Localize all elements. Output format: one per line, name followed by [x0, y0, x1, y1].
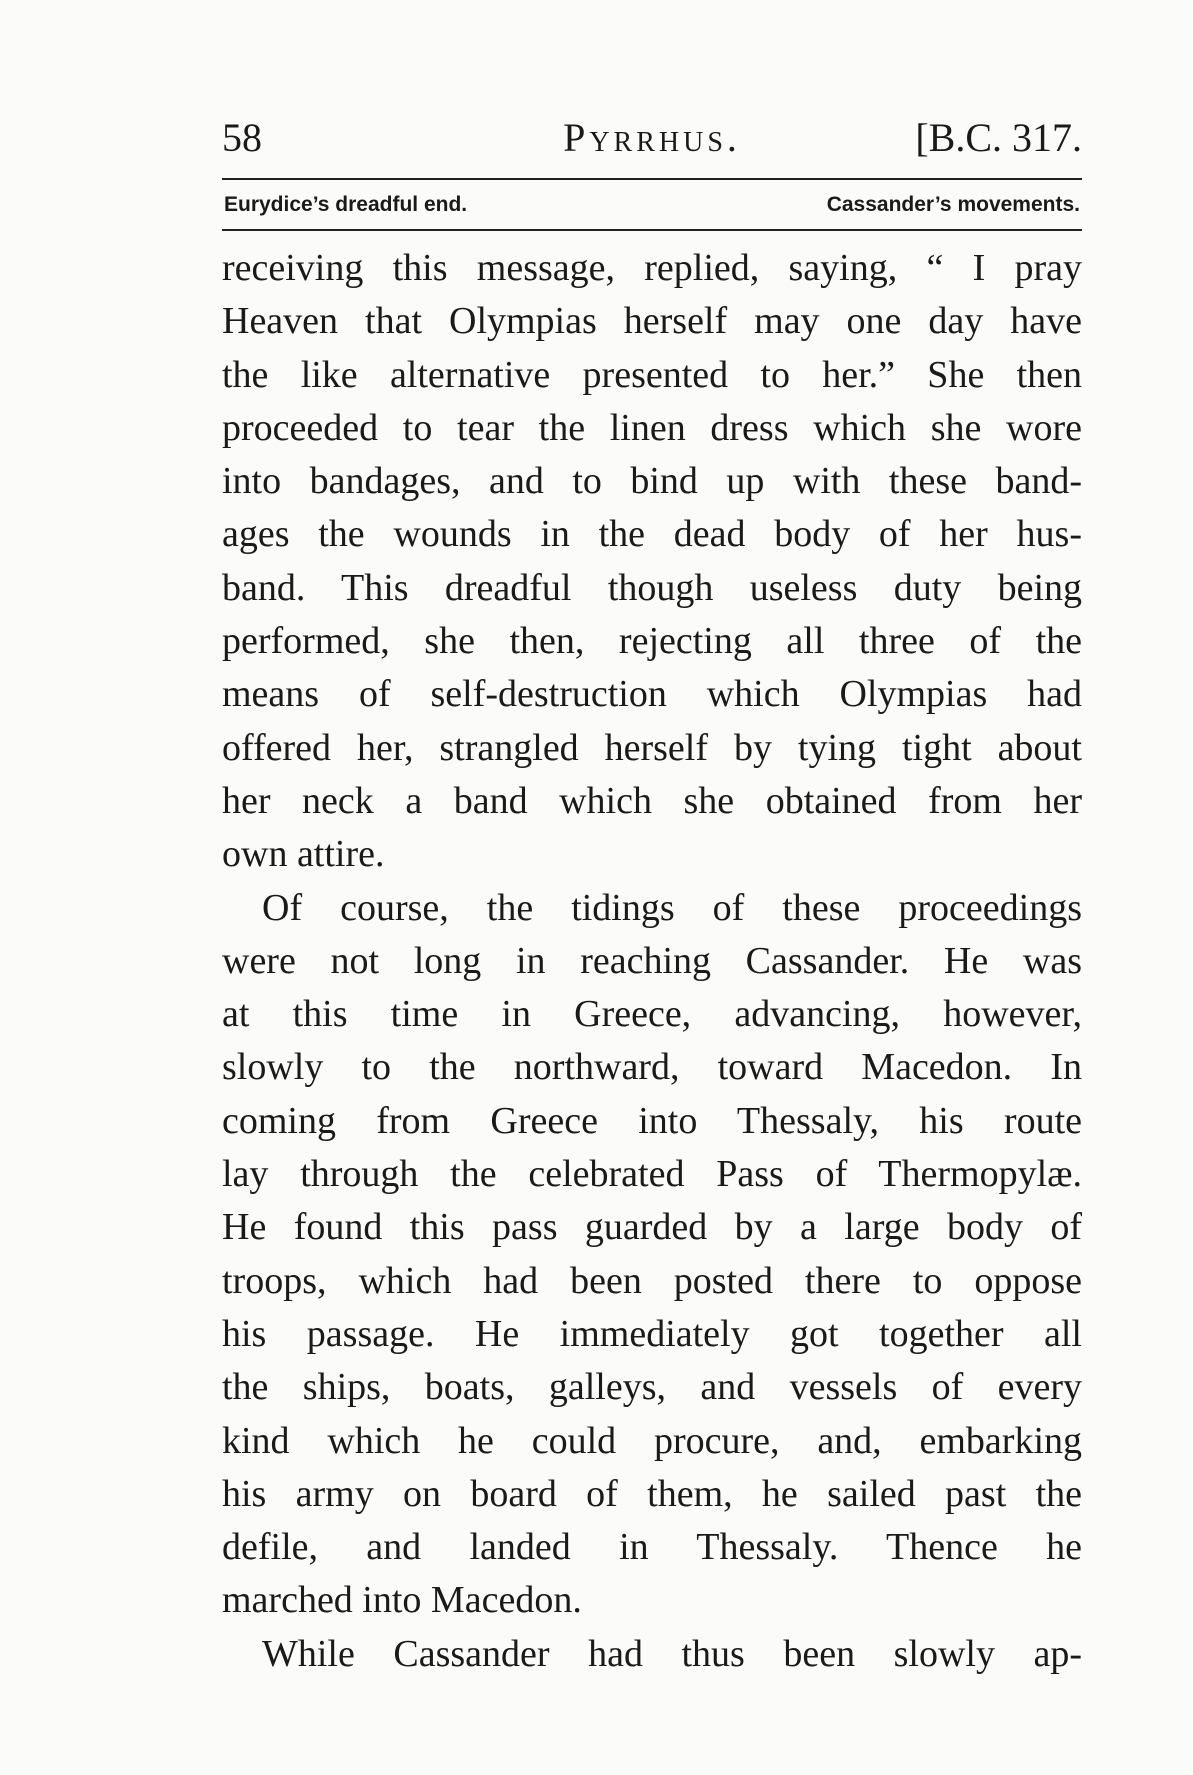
- text-line: kind which he could procure, and, embarking: [222, 1419, 1082, 1462]
- text-line: proceeded to tear the linen dress which she wore: [222, 406, 1082, 449]
- text-line: his army on board of them, he sailed past the: [222, 1472, 1082, 1515]
- text-line: He found this pass guarded by a large body of: [222, 1206, 1082, 1249]
- running-head: [222, 108, 1082, 168]
- body-text: [222, 242, 1082, 1681]
- header-rule-bottom: [222, 229, 1082, 231]
- text-line: coming from Greece into Thessaly, his route: [222, 1099, 1082, 1142]
- book-title: Pyrrhus.: [563, 115, 741, 160]
- text-line: the like alternative presented to her.” She then: [222, 353, 1082, 396]
- date-reference: [B.C. 317.: [915, 115, 1082, 160]
- text-line: into bandages, and to bind up with these band-: [222, 460, 1082, 503]
- text-line: defile, and landed in Thessaly. Thence he: [222, 1526, 1082, 1569]
- text-line: receiving this message, replied, saying, “ I pray: [222, 247, 1082, 289]
- text-line: offered her, strangled herself by tying tight about: [222, 726, 1082, 769]
- text-line: her neck a band which she obtained from her: [222, 779, 1082, 822]
- text-line: the ships, boats, galleys, and vessels of every: [222, 1366, 1082, 1409]
- page-number: 58: [222, 115, 262, 160]
- paragraph-start-line: Of course, the tidings of these proceedings: [262, 886, 1082, 929]
- paragraph-start-line: While Cassander had thus been slowly ap-: [262, 1632, 1082, 1675]
- text-line: lay through the celebrated Pass of Thermopylæ.: [222, 1153, 1082, 1196]
- section-subheadings: [222, 187, 1082, 223]
- text-line: band. This dreadful though useless duty being: [222, 566, 1082, 609]
- text-line: Heaven that Olympias herself may one day have: [222, 300, 1082, 343]
- text-line: troops, which had been posted there to oppose: [222, 1259, 1082, 1302]
- paragraph-end-line: marched into Macedon.: [222, 1579, 582, 1622]
- text-line: slowly to the northward, toward Macedon. In: [222, 1046, 1082, 1089]
- text-line: performed, she then, rejecting all three of the: [222, 620, 1082, 663]
- header-rule-top: [222, 178, 1082, 180]
- subheading-left: Eurydice’s dreadful end.: [224, 193, 468, 216]
- paragraph-end-line: own attire.: [222, 833, 385, 876]
- text-line: means of self-destruction which Olympias had: [222, 673, 1082, 716]
- subheading-right: Cassander’s movements.: [826, 193, 1080, 216]
- text-line: his passage. He immediately got together all: [222, 1312, 1082, 1355]
- text-line: ages the wounds in the dead body of her hus-: [222, 513, 1082, 556]
- book-page: [222, 0, 1082, 1775]
- text-line: were not long in reaching Cassander. He was: [222, 939, 1082, 982]
- text-line: at this time in Greece, advancing, however,: [222, 993, 1082, 1036]
